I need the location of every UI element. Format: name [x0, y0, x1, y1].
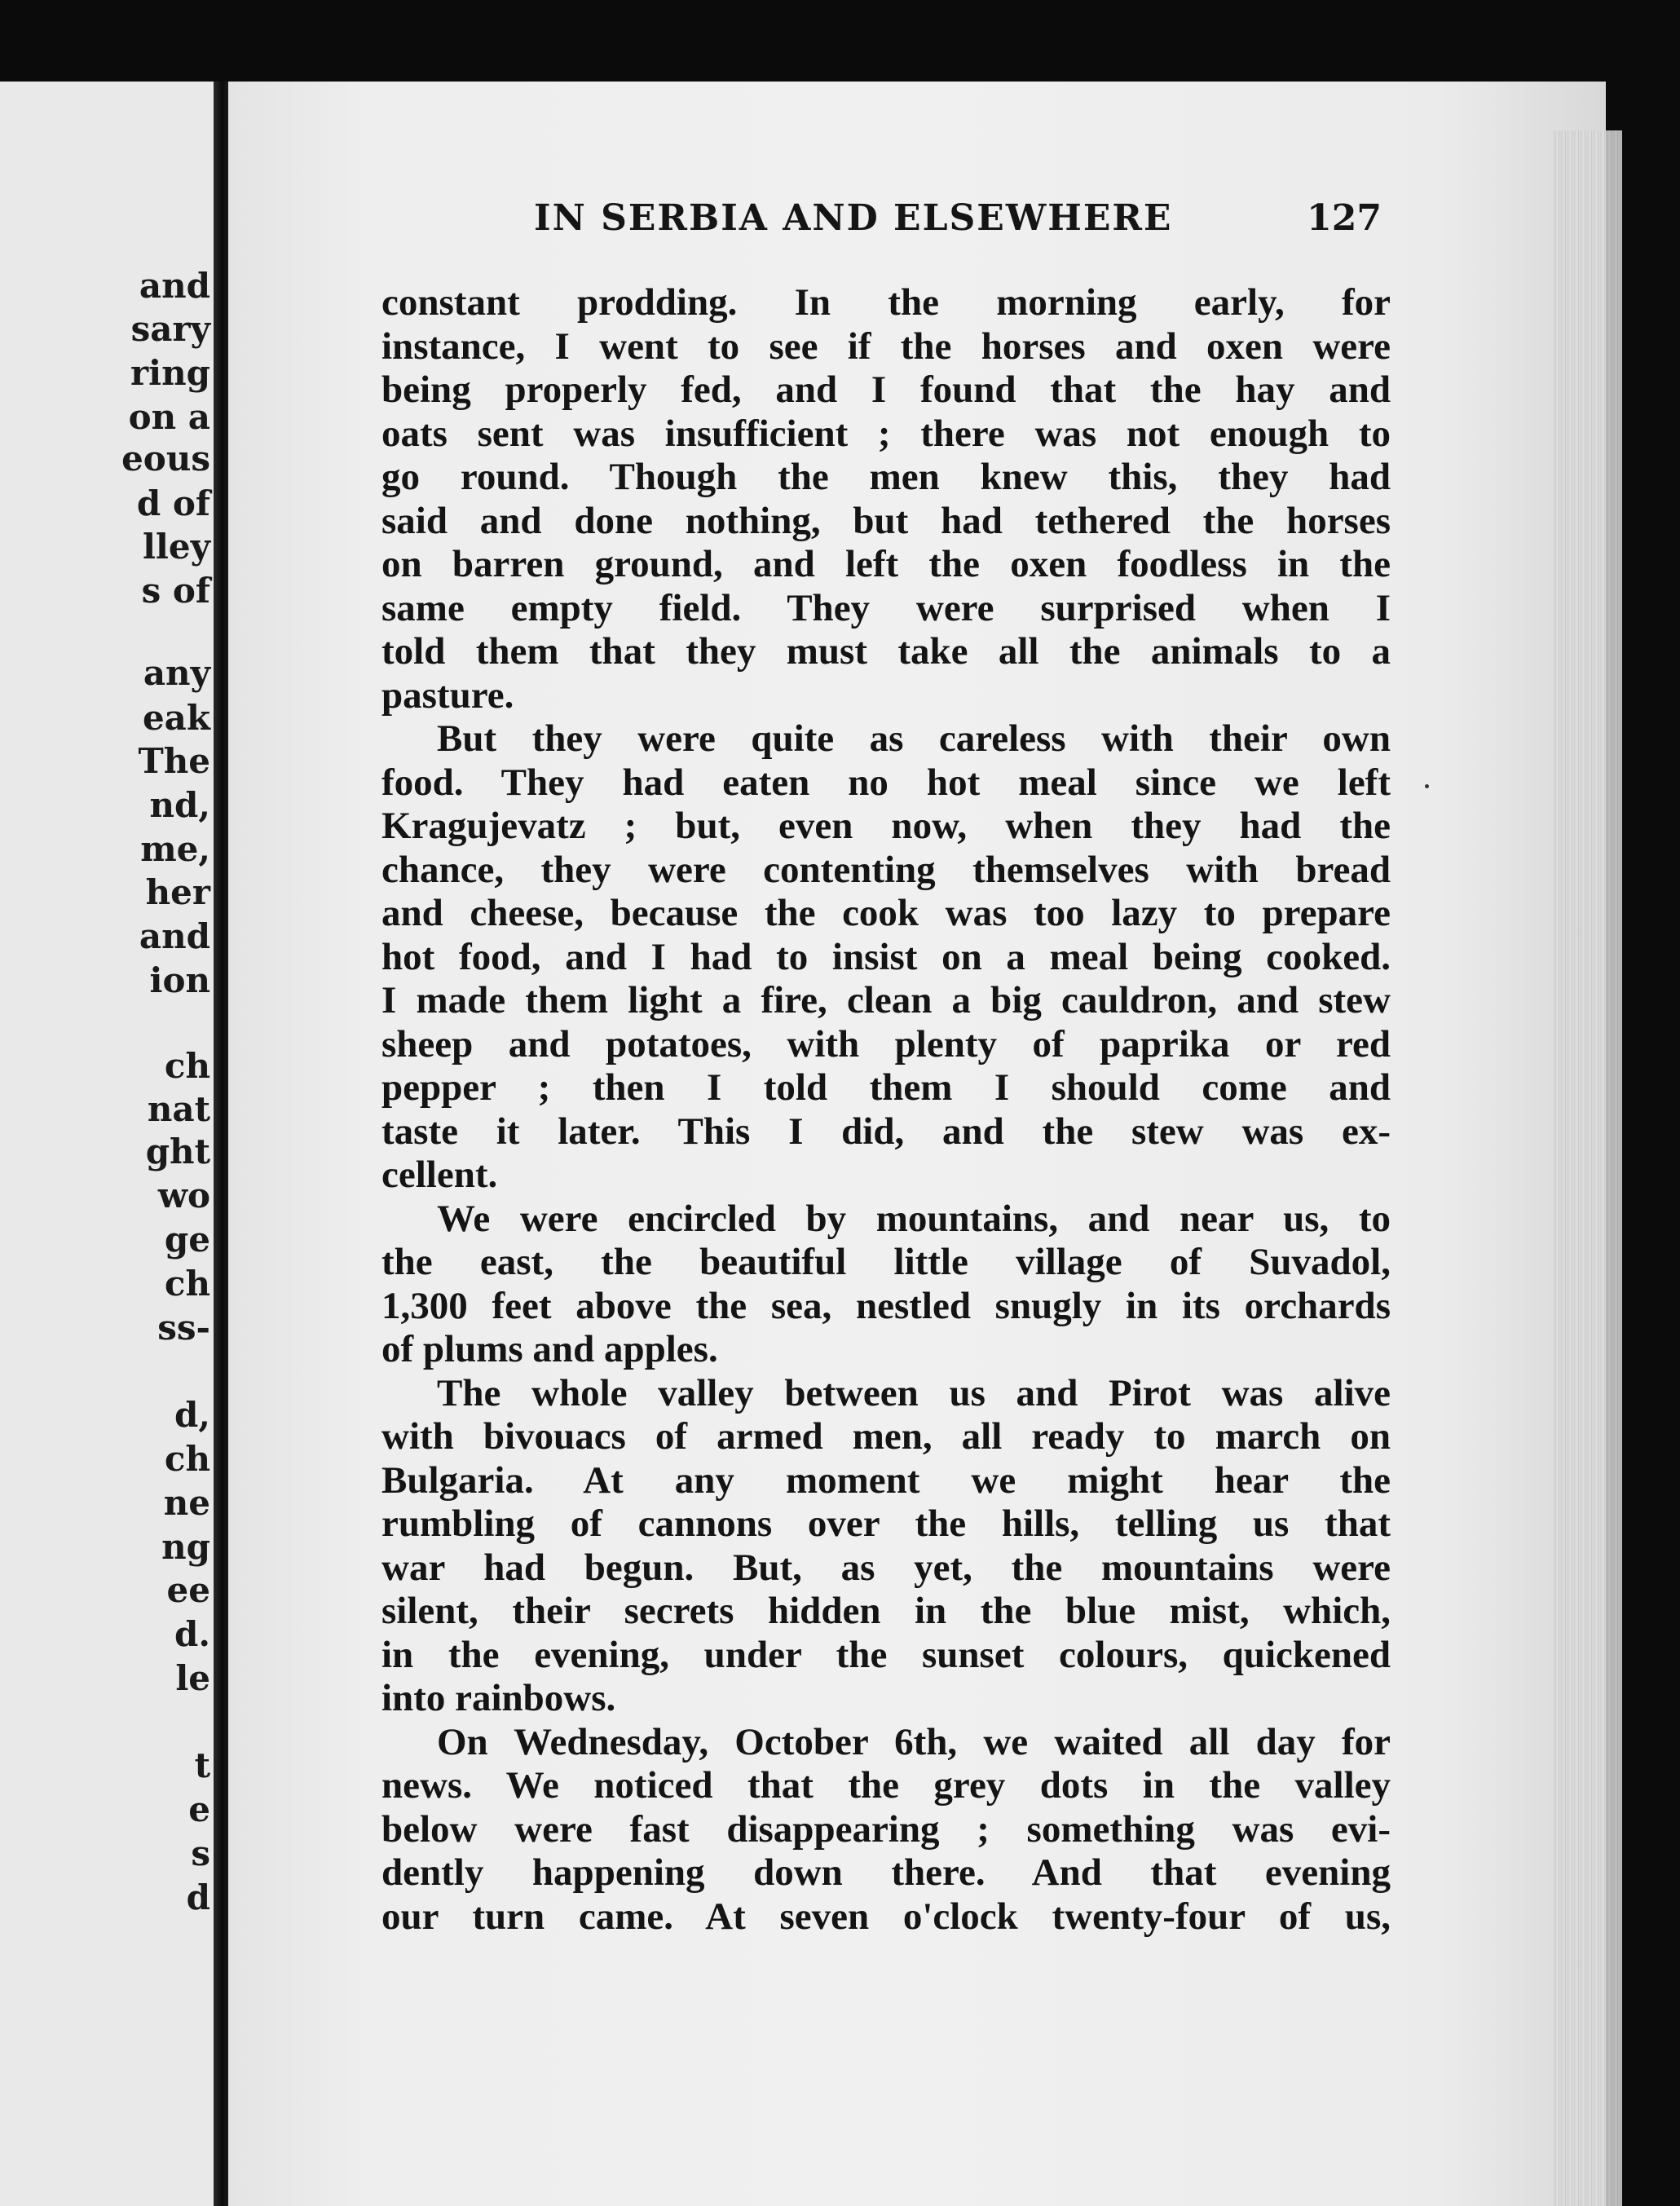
text-line: into rainbows. — [381, 1677, 616, 1719]
running-head-title: IN SERBIA AND ELSEWHERE — [534, 197, 1173, 239]
text-line: The whole valley between us and Pirot was alive — [437, 1371, 1391, 1414]
running-head — [534, 197, 1382, 246]
scan-speck — [1425, 784, 1429, 788]
text-line: war had begun. But, as yet, the mountains were — [381, 1546, 1391, 1589]
text-line: pepper ; then I told them I should come and — [381, 1066, 1391, 1109]
text-line: food. They had eaten no hot meal since we left — [381, 761, 1391, 804]
fragment-line: ch — [164, 1046, 210, 1086]
fragment-line: d of — [136, 483, 210, 523]
fragment-line: d. — [174, 1614, 210, 1654]
fragment-line: me, — [140, 829, 210, 869]
fragment-line: ee — [166, 1570, 210, 1610]
fragment-line: t — [194, 1745, 210, 1785]
text-line: But they were quite as careless with their own — [437, 717, 1391, 760]
text-line: cellent. — [381, 1154, 498, 1196]
text-line: said and done nothing, but had tethered the horses — [381, 499, 1391, 542]
fragment-line: and — [139, 916, 210, 956]
fragment-line: The — [138, 741, 210, 781]
text-line: rumbling of cannons over the hills, telling us that — [381, 1502, 1391, 1545]
text-line: silent, their secrets hidden in the blue mist, which, — [381, 1590, 1391, 1632]
text-line: chance, they were contenting themselves with bread — [381, 848, 1391, 891]
fragment-line: eak — [142, 698, 210, 738]
book-gutter — [214, 82, 228, 2206]
text-line: taste it later. This I did, and the stew was ex- — [381, 1110, 1391, 1153]
text-line: same empty field. They were surprised when I — [381, 586, 1391, 629]
fragment-line: on a — [128, 397, 210, 437]
text-line: our turn came. At seven o'clock twenty-four of us, — [381, 1895, 1391, 1938]
page-number: 127 — [1307, 197, 1382, 239]
text-line: told them that they must take all the animals to a — [381, 630, 1391, 673]
text-line: dently happening down there. And that evening — [381, 1851, 1391, 1894]
text-line: below were fast disappearing ; something was evi- — [381, 1807, 1391, 1851]
fragment-line: nd, — [149, 785, 210, 825]
text-line: Bulgaria. At any moment we might hear the — [381, 1458, 1391, 1502]
fragment-line: ch — [164, 1439, 210, 1479]
fragment-line: ng — [161, 1527, 210, 1567]
text-line: go round. Though the men knew this, they had — [381, 456, 1391, 498]
fragment-line: her — [145, 872, 210, 912]
text-line: on barren ground, and left the oxen foodless in the — [381, 543, 1391, 585]
page-edge-stack — [1553, 130, 1622, 2206]
fragment-line: lley — [142, 527, 210, 567]
fragment-line: d — [186, 1877, 210, 1917]
text-line: of plums and apples. — [381, 1328, 718, 1370]
text-line: We were encircled by mountains, and near us, to — [437, 1197, 1391, 1240]
text-line: I made them light a fire, clean a big cauldron, and stew — [381, 979, 1391, 1021]
text-line: 1,300 feet above the sea, nestled snugly in its orchards — [381, 1284, 1391, 1327]
fragment-line: ght — [145, 1132, 210, 1171]
fragment-line: ge — [164, 1220, 210, 1260]
fragment-line: any — [143, 653, 210, 693]
text-line: Kragujevatz ; but, even now, when they had the — [381, 805, 1391, 847]
text-line: the east, the beautiful little village of Suvadol, — [381, 1241, 1391, 1283]
body-text — [381, 281, 1391, 1939]
text-line: constant prodding. In the morning early, for — [381, 281, 1391, 324]
fragment-line: ss- — [157, 1308, 210, 1348]
text-line: hot food, and I had to insist on a meal being cooked. — [381, 935, 1391, 978]
fragment-line: ion — [149, 960, 210, 1000]
fragment-line: ring — [130, 353, 210, 393]
text-line: On Wednesday, October 6th, we waited all day for — [437, 1720, 1391, 1763]
fragment-line: s — [191, 1833, 210, 1873]
fragment-line: wo — [157, 1176, 210, 1216]
text-line: in the evening, under the sunset colours, quickened — [381, 1633, 1391, 1676]
fragment-line: nat — [147, 1089, 210, 1129]
fragment-line: e — [188, 1789, 210, 1829]
text-line: sheep and potatoes, with plenty of paprika or red — [381, 1022, 1391, 1065]
fragment-line: eous — [121, 439, 210, 479]
fragment-line: ch — [164, 1264, 210, 1304]
fragment-line: ne — [163, 1483, 210, 1523]
text-line: and cheese, because the cook was too lazy to prepare — [381, 892, 1391, 934]
fragment-line: s of — [141, 571, 210, 611]
fragment-line: d, — [174, 1395, 210, 1435]
text-line: news. We noticed that the grey dots in the valley — [381, 1764, 1391, 1807]
text-line: pasture. — [381, 673, 514, 717]
fragment-line: sary — [130, 309, 210, 349]
text-line: being properly fed, and I found that the hay and — [381, 368, 1391, 411]
previous-page-text-fragments — [0, 179, 214, 1973]
text-line: with bivouacs of armed men, all ready to march on — [381, 1415, 1391, 1458]
text-line: oats sent was insufficient ; there was not enough to — [381, 412, 1391, 455]
text-line: instance, I went to see if the horses and oxen were — [381, 324, 1391, 368]
scan-background — [1622, 82, 1680, 2206]
fragment-line: le — [175, 1658, 210, 1698]
fragment-line: and — [139, 266, 210, 306]
